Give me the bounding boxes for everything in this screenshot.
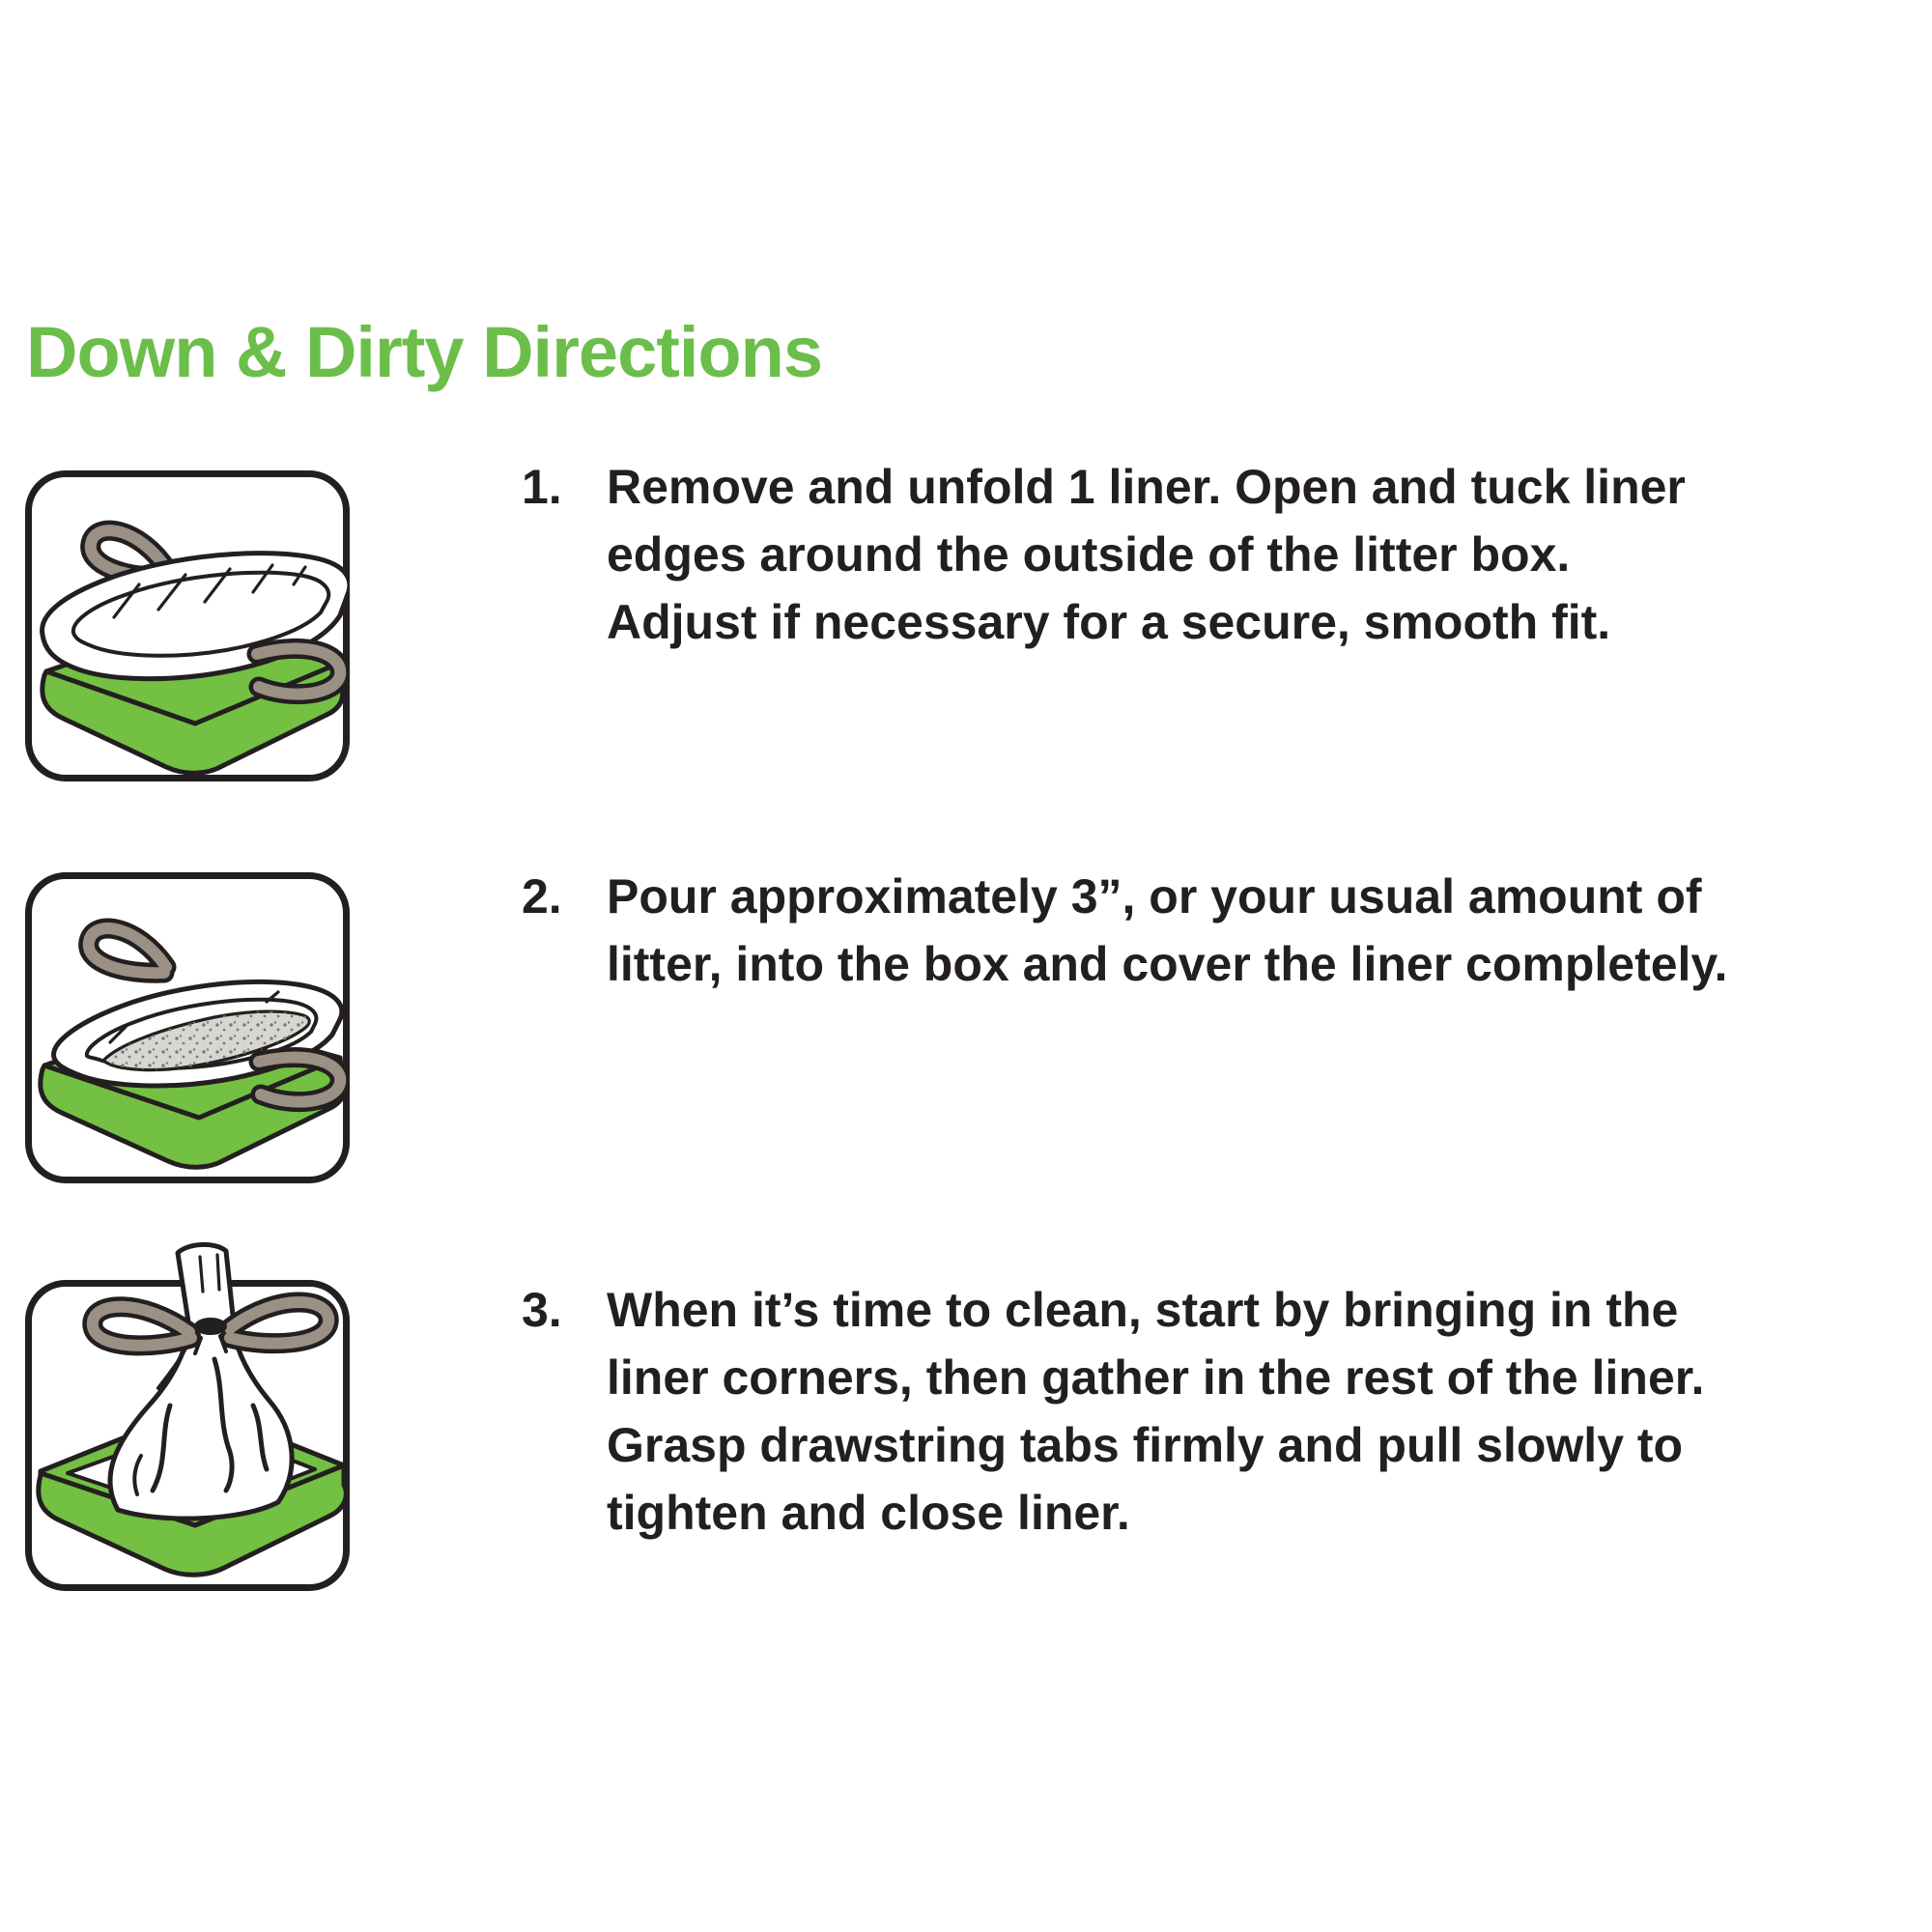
step-2-illustration-frame	[25, 872, 350, 1183]
step-3-illustration	[25, 1241, 350, 1599]
step-text-line: litter, into the box and cover the liner completely.	[607, 937, 1728, 991]
step-1	[522, 453, 1686, 656]
step-1-illustration-frame	[25, 470, 350, 781]
step-text-line: tighten and close liner.	[607, 1486, 1130, 1540]
knot	[194, 1318, 227, 1335]
step-body	[607, 453, 1686, 656]
step-1-illustration	[25, 470, 350, 781]
step-text-line: edges around the outside of the litter box.	[607, 527, 1571, 582]
step-body	[607, 863, 1727, 998]
drawstring-tab-icon	[89, 928, 166, 973]
step-number: 1.	[522, 460, 562, 514]
step-text-line: When it’s time to clean, start by bringing in the	[607, 1283, 1679, 1337]
page-title: Down & Dirty Directions	[26, 312, 822, 392]
step-number: 2.	[522, 869, 562, 923]
bag-tip	[178, 1244, 234, 1328]
step-text-line: Adjust if necessary for a secure, smooth fit.	[607, 595, 1611, 649]
step-text-line: Grasp drawstring tabs firmly and pull slowly to	[607, 1418, 1684, 1472]
step-text-line: Remove and unfold 1 liner. Open and tuck liner	[607, 460, 1686, 514]
step-3	[522, 1276, 1704, 1547]
step-text-line: liner corners, then gather in the rest of the liner.	[607, 1350, 1705, 1405]
step-2	[522, 863, 1727, 998]
step-body	[607, 1276, 1704, 1547]
step-3-illustration-frame	[25, 1280, 350, 1591]
step-2-illustration	[25, 872, 350, 1183]
step-number: 3.	[522, 1283, 562, 1337]
step-text-line: Pour approximately 3”, or your usual amount of	[607, 869, 1702, 923]
